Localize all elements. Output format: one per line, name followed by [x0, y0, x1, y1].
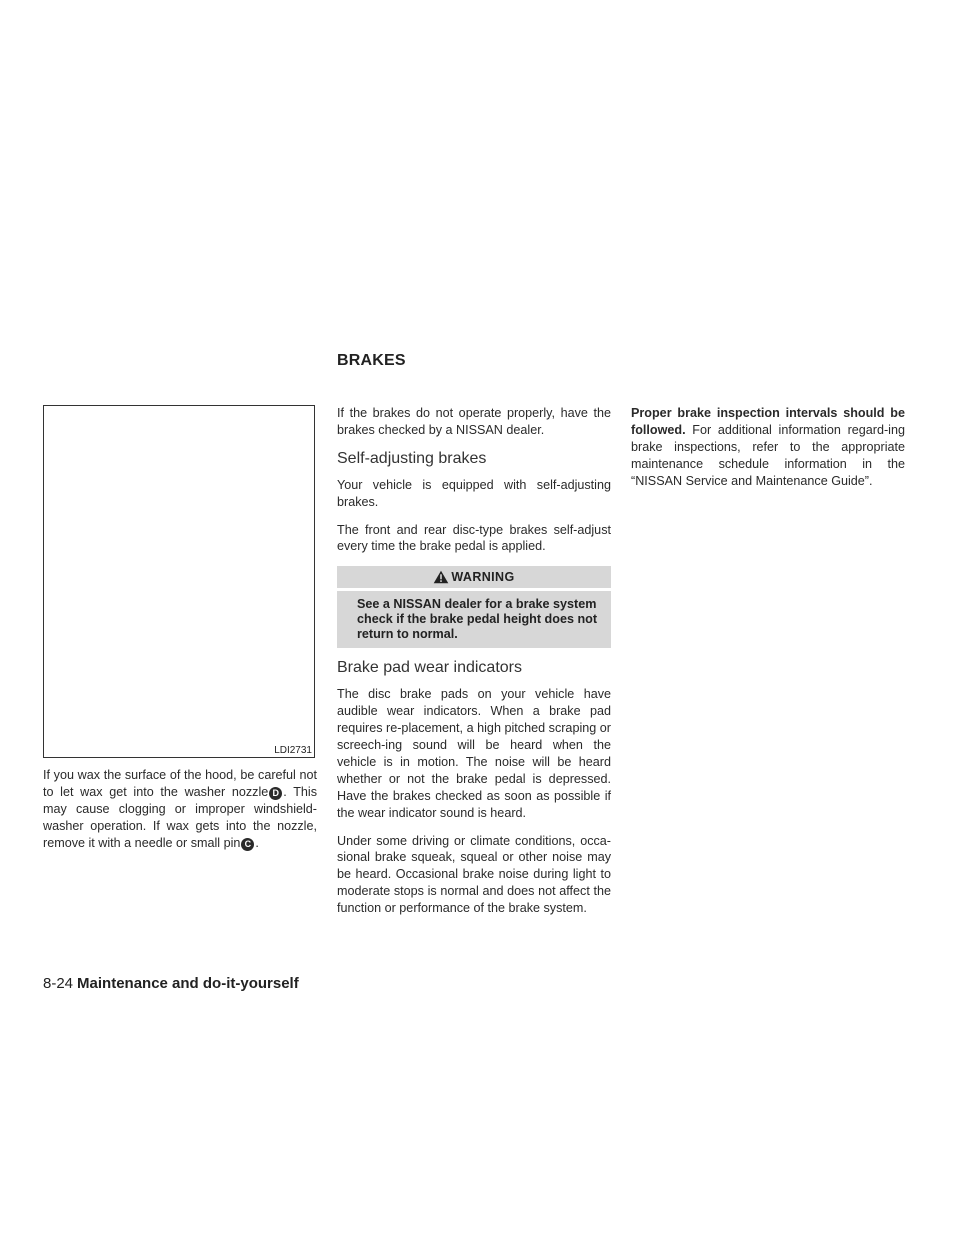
paragraph-text: . This may cause clogging or improper windshield-washer operation. If wax gets into the nozzle, remove it with a needle or small pin	[43, 784, 318, 850]
warning-title: WARNING	[451, 569, 515, 584]
wear-indicator-paragraph: The disc brake pads on your vehicle have audible wear indicators. When a brake pad requires re-placement, a high pitched scraping or screech-ing sound will be heard when the vehicle is in motion. The noise will be heard whether or not the brake pedal is depressed. Have the brakes checked as soon as possible if the wear indicator sound is heard.	[337, 687, 611, 820]
callout-marker-d: D	[269, 787, 282, 800]
page-number: 8-24	[43, 975, 74, 992]
warning-header	[337, 566, 611, 588]
subheading-brake-pad: Brake pad wear indicators	[337, 659, 522, 677]
subheading-self-adjusting: Self-adjusting brakes	[337, 449, 487, 467]
inspection-paragraph	[631, 405, 905, 490]
self-adjusting-paragraph: Your vehicle is equipped with self-adjusting brakes.	[337, 477, 611, 509]
hood-wax-paragraph	[43, 767, 317, 852]
figure-frame	[43, 405, 315, 758]
column-left	[43, 767, 317, 863]
brake-noise-paragraph: Under some driving or climate conditions, occa-sional brake squeak, squeal or other noise may be heard. Occasional brake noise during light to moderate stops is normal and does not affect the function or performance of the brake system.	[337, 833, 611, 916]
warning-text: See a NISSAN dealer for a brake system check if the brake pedal height does not return to normal.	[357, 597, 598, 642]
page-footer	[43, 975, 299, 992]
inspection-text: For additional information regard-ing brake inspections, refer to the appropriate maintenance schedule information in the “NISSAN Service and Maintenance Guide”.	[631, 422, 905, 488]
callout-marker-c: C	[241, 838, 254, 851]
brakes-intro-paragraph: If the brakes do not operate properly, have the brakes checked by a NISSAN dealer.	[337, 406, 611, 437]
paragraph-text: .	[255, 835, 259, 850]
column-right	[631, 405, 905, 501]
disc-brakes-paragraph: The front and rear disc-type brakes self-adjust every time the brake pedal is applied.	[337, 522, 611, 554]
warning-box	[337, 566, 611, 648]
section-title: BRAKES	[337, 352, 406, 369]
chapter-title: Maintenance and do-it-yourself	[77, 975, 299, 992]
paragraph-text: If you wax the surface of the hood, be careful not to let wax get into the washer nozzle	[43, 768, 317, 799]
warning-triangle-icon	[433, 570, 449, 584]
inspection-bold-text: Proper brake inspection intervals should be followed.	[631, 406, 905, 437]
column-middle	[337, 405, 611, 928]
figure-label: LDI2731	[274, 745, 312, 756]
